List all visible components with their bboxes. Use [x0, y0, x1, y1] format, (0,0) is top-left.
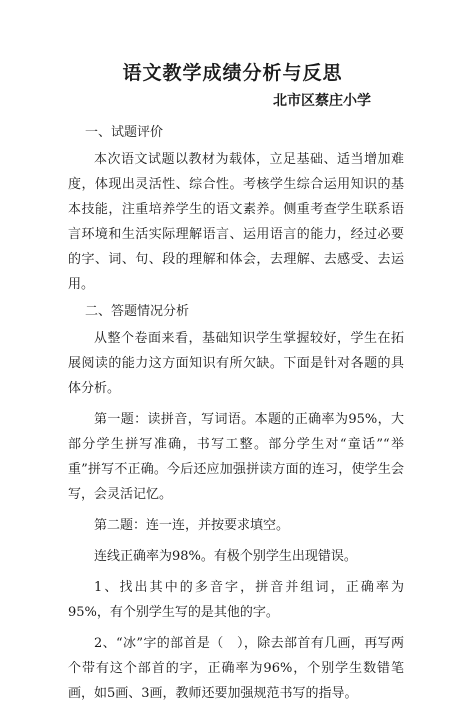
paragraph-evaluation: 本次语文试题以教材为载体，立足基础、适当增加难度，体现出灵活性、综合性。考核学生综合运用知识的基本技能，注重培养学生的语文素养。侧重考查学生联系语言环境和生活实际理解语言、运用语言的能力，经过必要的字、词、句、段的理解和体会，去理解、去感受、去运用。: [68, 152, 404, 292]
section-heading-analysis: 二、答题情况分析: [85, 304, 190, 319]
school-name: 北市区蔡庄小学: [273, 93, 371, 109]
paragraph-question-1: 第一题：读拼音，写词语。本题的正确率为95%，大部分学生拼写准确，书写工整。部分学生对“童话”“举重”拼写不正确。今后还应加强拼读方面的连习，使学生会写，会灵活记忆。: [68, 412, 404, 502]
section-heading-evaluation: 一、试题评价: [85, 125, 164, 140]
paragraph-item-1: 1、找出其中的多音字，拼音并组词，正确率为95%，有个别学生写的是其他的字。: [68, 580, 404, 620]
paragraph-overview: 从整个卷面来看，基础知识学生掌握较好，学生在拓展阅读的能力这方面知识有所欠缺。下面是针对各题的具体分析。: [68, 331, 404, 396]
paragraph-matching-rate: 连线正确率为98%。有极个别学生出现错误。: [94, 549, 357, 564]
document-title: 语文教学成绩分析与反思: [122, 62, 343, 84]
paragraph-item-2: 2、“冰”字的部首是（ ），除去部首有几画，再写两个带有这个部首的字，正确率为96%，个别学生数错笔画，如5画、3画，教师还要加强规范书写的指导。: [68, 636, 404, 701]
document-body: [68, 120, 404, 706]
paragraph-question-2: 第二题：连一连，并按要求填空。: [94, 518, 290, 533]
